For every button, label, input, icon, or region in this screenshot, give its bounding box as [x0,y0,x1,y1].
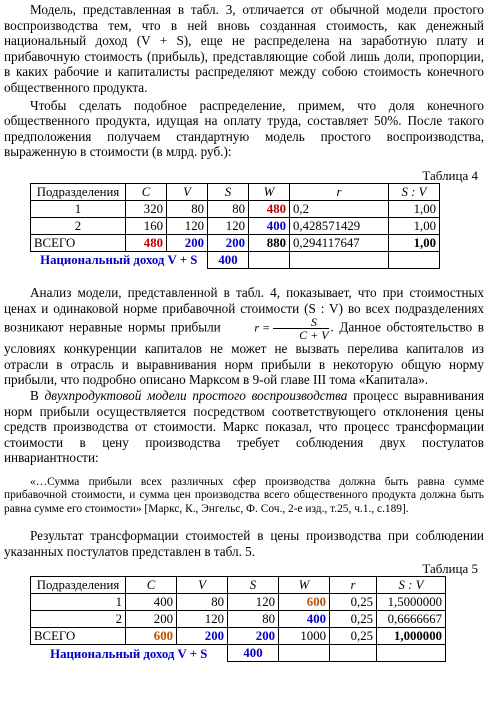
table-cell: 80 [177,594,228,611]
table-row [31,200,440,217]
table-row [31,611,446,628]
paragraph-1: Модель, представленная в табл. 3, отличается от обычной модели простого воспроизводства тем, что в ней вновь созданная стоимость, как денежный национальный доход (V + S), еще не распределена на заработную плату и прибавочную стоимость (прибыль), представляющие собой лишь доли, пропорции, в каких рабочие и капиталисты распределяют между собою стоимость конечного общественного продукта. [4,2,484,95]
paragraph-3-part-b: . Данное обстоятельство в условиях конкуренции капиталов не может не вызвать перелива капиталов из отрасли в отрасль и выравнивания норм прибыли в некоторую общую норму прибыли, что подробно описано Марксом в 9-ой главе III тома «Капитала». [4,319,484,388]
table-cell: 1,00 [389,217,440,234]
table4 [30,183,440,269]
table-cell: 400 [126,594,177,611]
table-cell-empty [290,251,389,268]
table-cell: 480 [126,234,167,251]
table-cell: 160 [126,217,167,234]
table4-header-row [31,183,440,200]
table-cell: 480 [249,200,290,217]
table-cell: 0,428571429 [290,217,389,234]
table-cell: 1,00 [389,200,440,217]
table-cell: 200 [167,234,208,251]
table-cell: 200 [208,234,249,251]
table4-header: V [167,183,208,200]
table5-header: V [177,577,228,594]
table-cell: 2 [31,611,126,628]
formula-numerator: S [273,316,328,329]
table5-header: W [279,577,330,594]
paragraph-4-start: В [30,387,39,403]
table-row [31,217,440,234]
table-cell: 2 [31,217,126,234]
table-cell: ВСЕГО [31,628,126,645]
table-cell: 1 [31,200,126,217]
table-cell: 880 [249,234,290,251]
table5-header: S : V [377,577,446,594]
table-cell: 1000 [279,628,330,645]
table-cell-empty [279,645,330,662]
table5-header: S [228,577,279,594]
paragraph-4 [4,388,484,466]
table5-header: C [126,577,177,594]
table5-header: r [330,577,377,594]
table-cell: 80 [228,611,279,628]
table-cell: 80 [208,200,249,217]
table5-national-income-row [31,645,446,662]
table4-header: r [290,183,389,200]
table-cell: 320 [126,200,167,217]
paragraph-3 [4,285,484,388]
national-income-value: 400 [228,645,279,662]
table-cell: 80 [167,200,208,217]
table4-header: W [249,183,290,200]
table4-caption: Таблица 4 [422,167,478,183]
table-cell: 600 [279,594,330,611]
table-cell: 120 [177,611,228,628]
table-cell: 120 [167,217,208,234]
paragraph-3-part-a: Анализ модели, представленной в табл. 4, показывает, что при стоимостных ценах и одинаковой норме прибавочной стоимости (S : V) во всех подразделениях возникают неравные нормы прибыли [4,284,484,335]
table-cell: 0,294117647 [290,234,389,251]
paragraph-5: Результат трансформации стоимостей в цены производства при соблюдении указанных постулатов представлен в табл. 5. [4,528,484,559]
table-cell: 0,25 [330,611,377,628]
table-cell-empty [377,645,446,662]
table-cell: 400 [249,217,290,234]
table-cell: ВСЕГО [31,234,126,251]
table-cell: 120 [228,594,279,611]
table-cell: 0,2 [290,200,389,217]
table-cell: 1,5000000 [377,594,446,611]
table-cell: 120 [208,217,249,234]
table-cell: 1,00 [389,234,440,251]
table4-national-income-row [31,251,440,268]
table4-header: S : V [389,183,440,200]
table4-header: Подразделения [31,183,126,200]
table-cell-empty [389,251,440,268]
table4-header: S [208,183,249,200]
formula-fraction [273,316,328,341]
table-cell: 200 [126,611,177,628]
profit-rate-formula [228,316,328,341]
table4-header: C [126,183,167,200]
marx-quote: «…Сумма прибыли всех различных сфер производства должна быть равна сумме прибавочной стоимости, и сумма цен производства всего общественного продукта должна быть равна сумме его стоимости» [Маркс, К., Энгельс, Ф. Соч., 2-е изд., т.25, ч.1., с.189]. [4,475,484,515]
national-income-label: Национальный доход V + S [31,251,208,268]
table-cell: 200 [228,628,279,645]
national-income-value: 400 [208,251,249,268]
formula-denominator: C + V [299,328,329,343]
table-cell: 200 [177,628,228,645]
paragraph-4-rest: процесс выравнивания норм прибыли осуществляется посредством соответствующего отклонения цены средств производства от стоимости. Маркс показал, что процесс трансформации стоимости в цену производства требует соблюдения двух постулатов инвариантности: [4,387,485,466]
table-row-total [31,234,440,251]
national-income-label: Национальный доход V + S [31,645,228,662]
table-cell: 0,25 [330,628,377,645]
table5-header: Подразделения [31,577,126,594]
table5-caption: Таблица 5 [422,561,478,577]
table5 [30,576,446,662]
table-cell-empty [249,251,290,268]
table-row-total [31,628,446,645]
table-cell: 1 [31,594,126,611]
paragraph-4-italic: двухпродуктовой модели простого воспроизводства [44,387,348,403]
formula-lhs: r = [254,320,271,335]
paragraph-2: Чтобы сделать подобное распределение, примем, что доля конечного общественного продукта, идущая на оплату труда, составляет 50%. После такого предположения получаем стандартную модель простого воспроизводства, выраженную в стоимости (в млрд. руб.): [4,97,484,160]
table-cell: 0,25 [330,594,377,611]
table-cell: 600 [126,628,177,645]
table-row [31,594,446,611]
table5-header-row [31,577,446,594]
table-cell: 1,000000 [377,628,446,645]
table-cell: 0,6666667 [377,611,446,628]
table-cell-empty [330,645,377,662]
table-cell: 400 [279,611,330,628]
